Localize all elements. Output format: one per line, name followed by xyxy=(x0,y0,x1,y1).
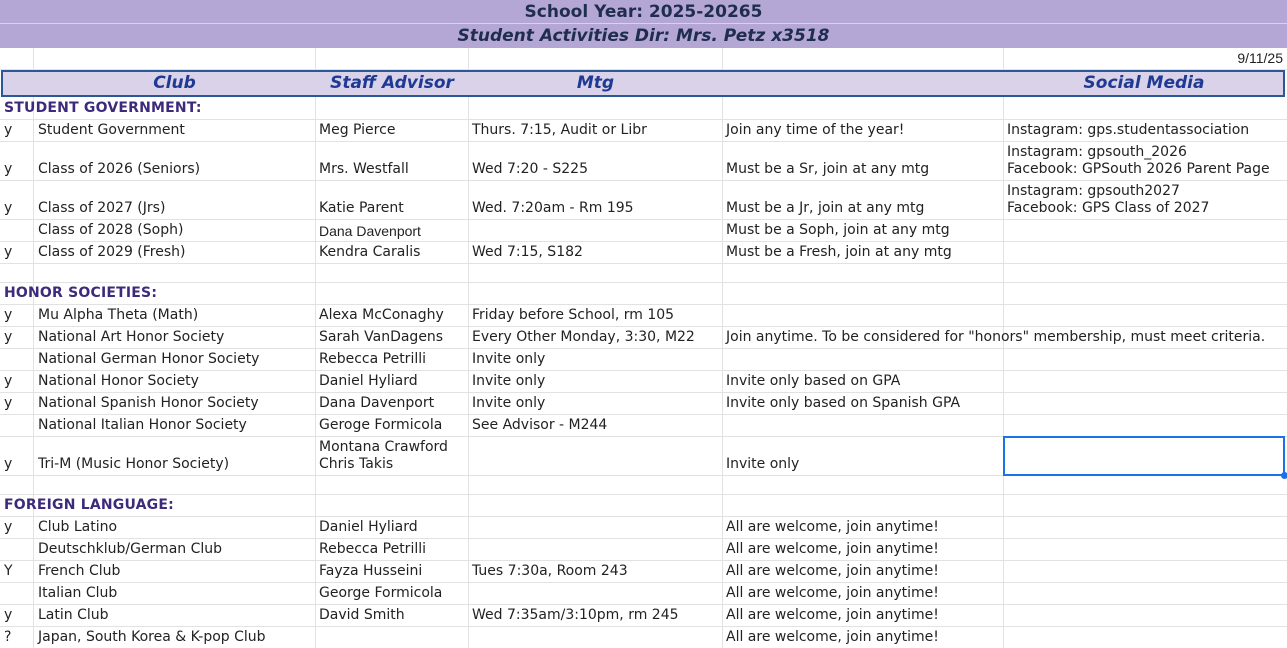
advisor-name[interactable]: Meg Pierce xyxy=(319,122,396,138)
join-notes[interactable]: Invite only xyxy=(726,456,800,472)
row-line xyxy=(0,370,1287,371)
section-foreign-language[interactable]: FOREIGN LANGUAGE: xyxy=(4,497,174,513)
advisor-name[interactable]: David Smith xyxy=(319,607,405,623)
join-notes[interactable]: All are welcome, join anytime! xyxy=(726,629,939,645)
social-media-facebook[interactable]: Facebook: GPS Class of 2027 xyxy=(1007,200,1210,216)
club-name[interactable]: Class of 2027 (Jrs) xyxy=(38,200,166,216)
row-flag[interactable]: y xyxy=(4,244,13,260)
join-notes[interactable]: Must be a Jr, join at any mtg xyxy=(726,200,925,216)
advisor-name[interactable]: Dana Davenport xyxy=(319,395,435,411)
join-notes[interactable]: All are welcome, join anytime! xyxy=(726,585,939,601)
club-name[interactable]: Latin Club xyxy=(38,607,109,623)
row-flag[interactable]: y xyxy=(4,307,13,323)
join-notes[interactable]: Must be a Fresh, join at any mtg xyxy=(726,244,952,260)
meeting-info[interactable]: Wed. 7:20am - Rm 195 xyxy=(472,200,634,216)
row-line xyxy=(0,263,1287,264)
date-cell[interactable]: 9/11/25 xyxy=(1237,50,1283,66)
join-notes[interactable]: Join anytime. To be considered for "honors" membership, must meet criteria. xyxy=(726,329,1266,345)
club-name[interactable]: National German Honor Society xyxy=(38,351,260,367)
column-header-club[interactable]: Club xyxy=(153,73,196,93)
advisor-name[interactable]: Mrs. Westfall xyxy=(319,161,409,177)
row-line xyxy=(0,219,1287,220)
club-name[interactable]: Japan, South Korea & K-pop Club xyxy=(38,629,266,645)
social-media-facebook[interactable]: Facebook: GPSouth 2026 Parent Page xyxy=(1007,161,1270,177)
column-header-social[interactable]: Social Media xyxy=(1083,73,1205,93)
row-flag[interactable]: ? xyxy=(4,629,12,645)
club-name[interactable]: National Italian Honor Society xyxy=(38,417,247,433)
row-flag[interactable]: y xyxy=(4,161,13,177)
advisor-name[interactable]: Alexa McConaghy xyxy=(319,307,444,323)
row-line xyxy=(0,119,1287,120)
join-notes[interactable]: Must be a Soph, join at any mtg xyxy=(726,222,950,238)
club-name[interactable]: National Honor Society xyxy=(38,373,199,389)
row-line xyxy=(0,392,1287,393)
join-notes[interactable]: Invite only based on GPA xyxy=(726,373,901,389)
meeting-info[interactable]: Wed 7:15, S182 xyxy=(472,244,583,260)
join-notes[interactable]: Must be a Sr, join at any mtg xyxy=(726,161,930,177)
club-name[interactable]: Deutschklub/German Club xyxy=(38,541,223,557)
section-student-government[interactable]: STUDENT GOVERNMENT: xyxy=(4,100,202,116)
advisor-name[interactable]: Sarah VanDagens xyxy=(319,329,444,345)
meeting-info[interactable]: See Advisor - M244 xyxy=(472,417,608,433)
club-name[interactable]: Italian Club xyxy=(38,585,118,601)
row-flag[interactable]: y xyxy=(4,395,13,411)
section-honor-societies[interactable]: HONOR SOCIETIES: xyxy=(4,285,158,301)
date-row xyxy=(0,48,1287,70)
row-flag[interactable]: y xyxy=(4,607,13,623)
row-line xyxy=(0,414,1287,415)
club-name[interactable]: Club Latino xyxy=(38,519,118,535)
advisor-name[interactable]: Fayza Husseini xyxy=(319,563,423,579)
club-name[interactable]: Mu Alpha Theta (Math) xyxy=(38,307,199,323)
club-name[interactable]: National Spanish Honor Society xyxy=(38,395,259,411)
row-line xyxy=(0,494,1287,495)
advisor-name[interactable]: Rebecca Petrilli xyxy=(319,351,426,367)
row-flag[interactable]: y xyxy=(4,519,13,535)
club-name[interactable]: National Art Honor Society xyxy=(38,329,225,345)
club-name[interactable]: French Club xyxy=(38,563,121,579)
row-line xyxy=(0,604,1287,605)
activities-director-subtitle: Student Activities Dir: Mrs. Petz x3518 xyxy=(0,24,1287,48)
join-notes[interactable]: All are welcome, join anytime! xyxy=(726,541,939,557)
advisor-name[interactable]: Daniel Hyliard xyxy=(319,373,418,389)
advisor-name[interactable]: Geroge Formicola xyxy=(319,417,443,433)
school-year-title: School Year: 2025-20265 xyxy=(0,0,1287,24)
club-name[interactable]: Class of 2026 (Seniors) xyxy=(38,161,201,177)
advisor-name[interactable]: Dana Davenport xyxy=(319,223,421,239)
join-notes[interactable]: All are welcome, join anytime! xyxy=(726,563,939,579)
row-line xyxy=(0,538,1287,539)
join-notes[interactable]: Join any time of the year! xyxy=(726,122,905,138)
row-line xyxy=(0,626,1287,627)
selected-cell[interactable] xyxy=(1003,436,1285,476)
row-line xyxy=(0,141,1287,142)
advisor-name[interactable]: George Formicola xyxy=(319,585,443,601)
column-header-advisor[interactable]: Staff Advisor xyxy=(330,73,454,93)
meeting-info[interactable]: Thurs. 7:15, Audit or Libr xyxy=(472,122,647,138)
join-notes[interactable]: Invite only based on Spanish GPA xyxy=(726,395,961,411)
row-flag[interactable]: y xyxy=(4,200,13,216)
advisor-name[interactable]: Kendra Caralis xyxy=(319,244,421,260)
join-notes[interactable]: All are welcome, join anytime! xyxy=(726,607,939,623)
row-line xyxy=(0,180,1287,181)
advisor-name[interactable]: Montana Crawford xyxy=(319,439,448,455)
row-flag[interactable]: y xyxy=(4,122,13,138)
column-header-notes[interactable] xyxy=(723,70,1003,97)
row-flag[interactable]: Y xyxy=(4,563,13,579)
meeting-info[interactable]: Wed 7:20 - S225 xyxy=(472,161,588,177)
advisor-name-second[interactable]: Chris Takis xyxy=(319,456,394,472)
club-name[interactable]: Class of 2028 (Soph) xyxy=(38,222,184,238)
meeting-info[interactable]: Invite only xyxy=(472,395,546,411)
social-media[interactable]: Instagram: gps.studentassociation xyxy=(1007,122,1250,138)
row-line xyxy=(0,582,1287,583)
meeting-info[interactable]: Friday before School, rm 105 xyxy=(472,307,675,323)
row-line xyxy=(0,326,1287,327)
join-notes[interactable]: All are welcome, join anytime! xyxy=(726,519,939,535)
column-header-mtg[interactable]: Mtg xyxy=(576,73,615,93)
social-media-instagram[interactable]: Instagram: gpsouth_2026 xyxy=(1007,144,1187,160)
row-line xyxy=(0,348,1287,349)
meeting-info[interactable]: Invite only xyxy=(472,373,546,389)
row-flag[interactable]: y xyxy=(4,329,13,345)
row-line xyxy=(0,516,1287,517)
social-media-instagram[interactable]: Instagram: gpsouth2027 xyxy=(1007,183,1180,199)
advisor-name[interactable]: Rebecca Petrilli xyxy=(319,541,426,557)
club-name[interactable]: Student Government xyxy=(38,122,185,138)
meeting-info[interactable]: Every Other Monday, 3:30, M22 xyxy=(472,329,695,345)
advisor-name[interactable]: Katie Parent xyxy=(319,200,404,216)
row-line xyxy=(0,282,1287,283)
row-flag[interactable]: y xyxy=(4,456,13,472)
fill-handle[interactable] xyxy=(1281,472,1287,479)
meeting-info[interactable]: Wed 7:35am/3:10pm, rm 245 xyxy=(472,607,679,623)
row-flag[interactable]: y xyxy=(4,373,13,389)
meeting-info[interactable]: Tues 7:30a, Room 243 xyxy=(472,563,628,579)
row-line xyxy=(0,560,1287,561)
meeting-info[interactable]: Invite only xyxy=(472,351,546,367)
advisor-name[interactable]: Daniel Hyliard xyxy=(319,519,418,535)
row-line xyxy=(0,241,1287,242)
club-name[interactable]: Class of 2029 (Fresh) xyxy=(38,244,186,260)
club-name[interactable]: Tri-M (Music Honor Society) xyxy=(38,456,230,472)
row-line xyxy=(0,304,1287,305)
